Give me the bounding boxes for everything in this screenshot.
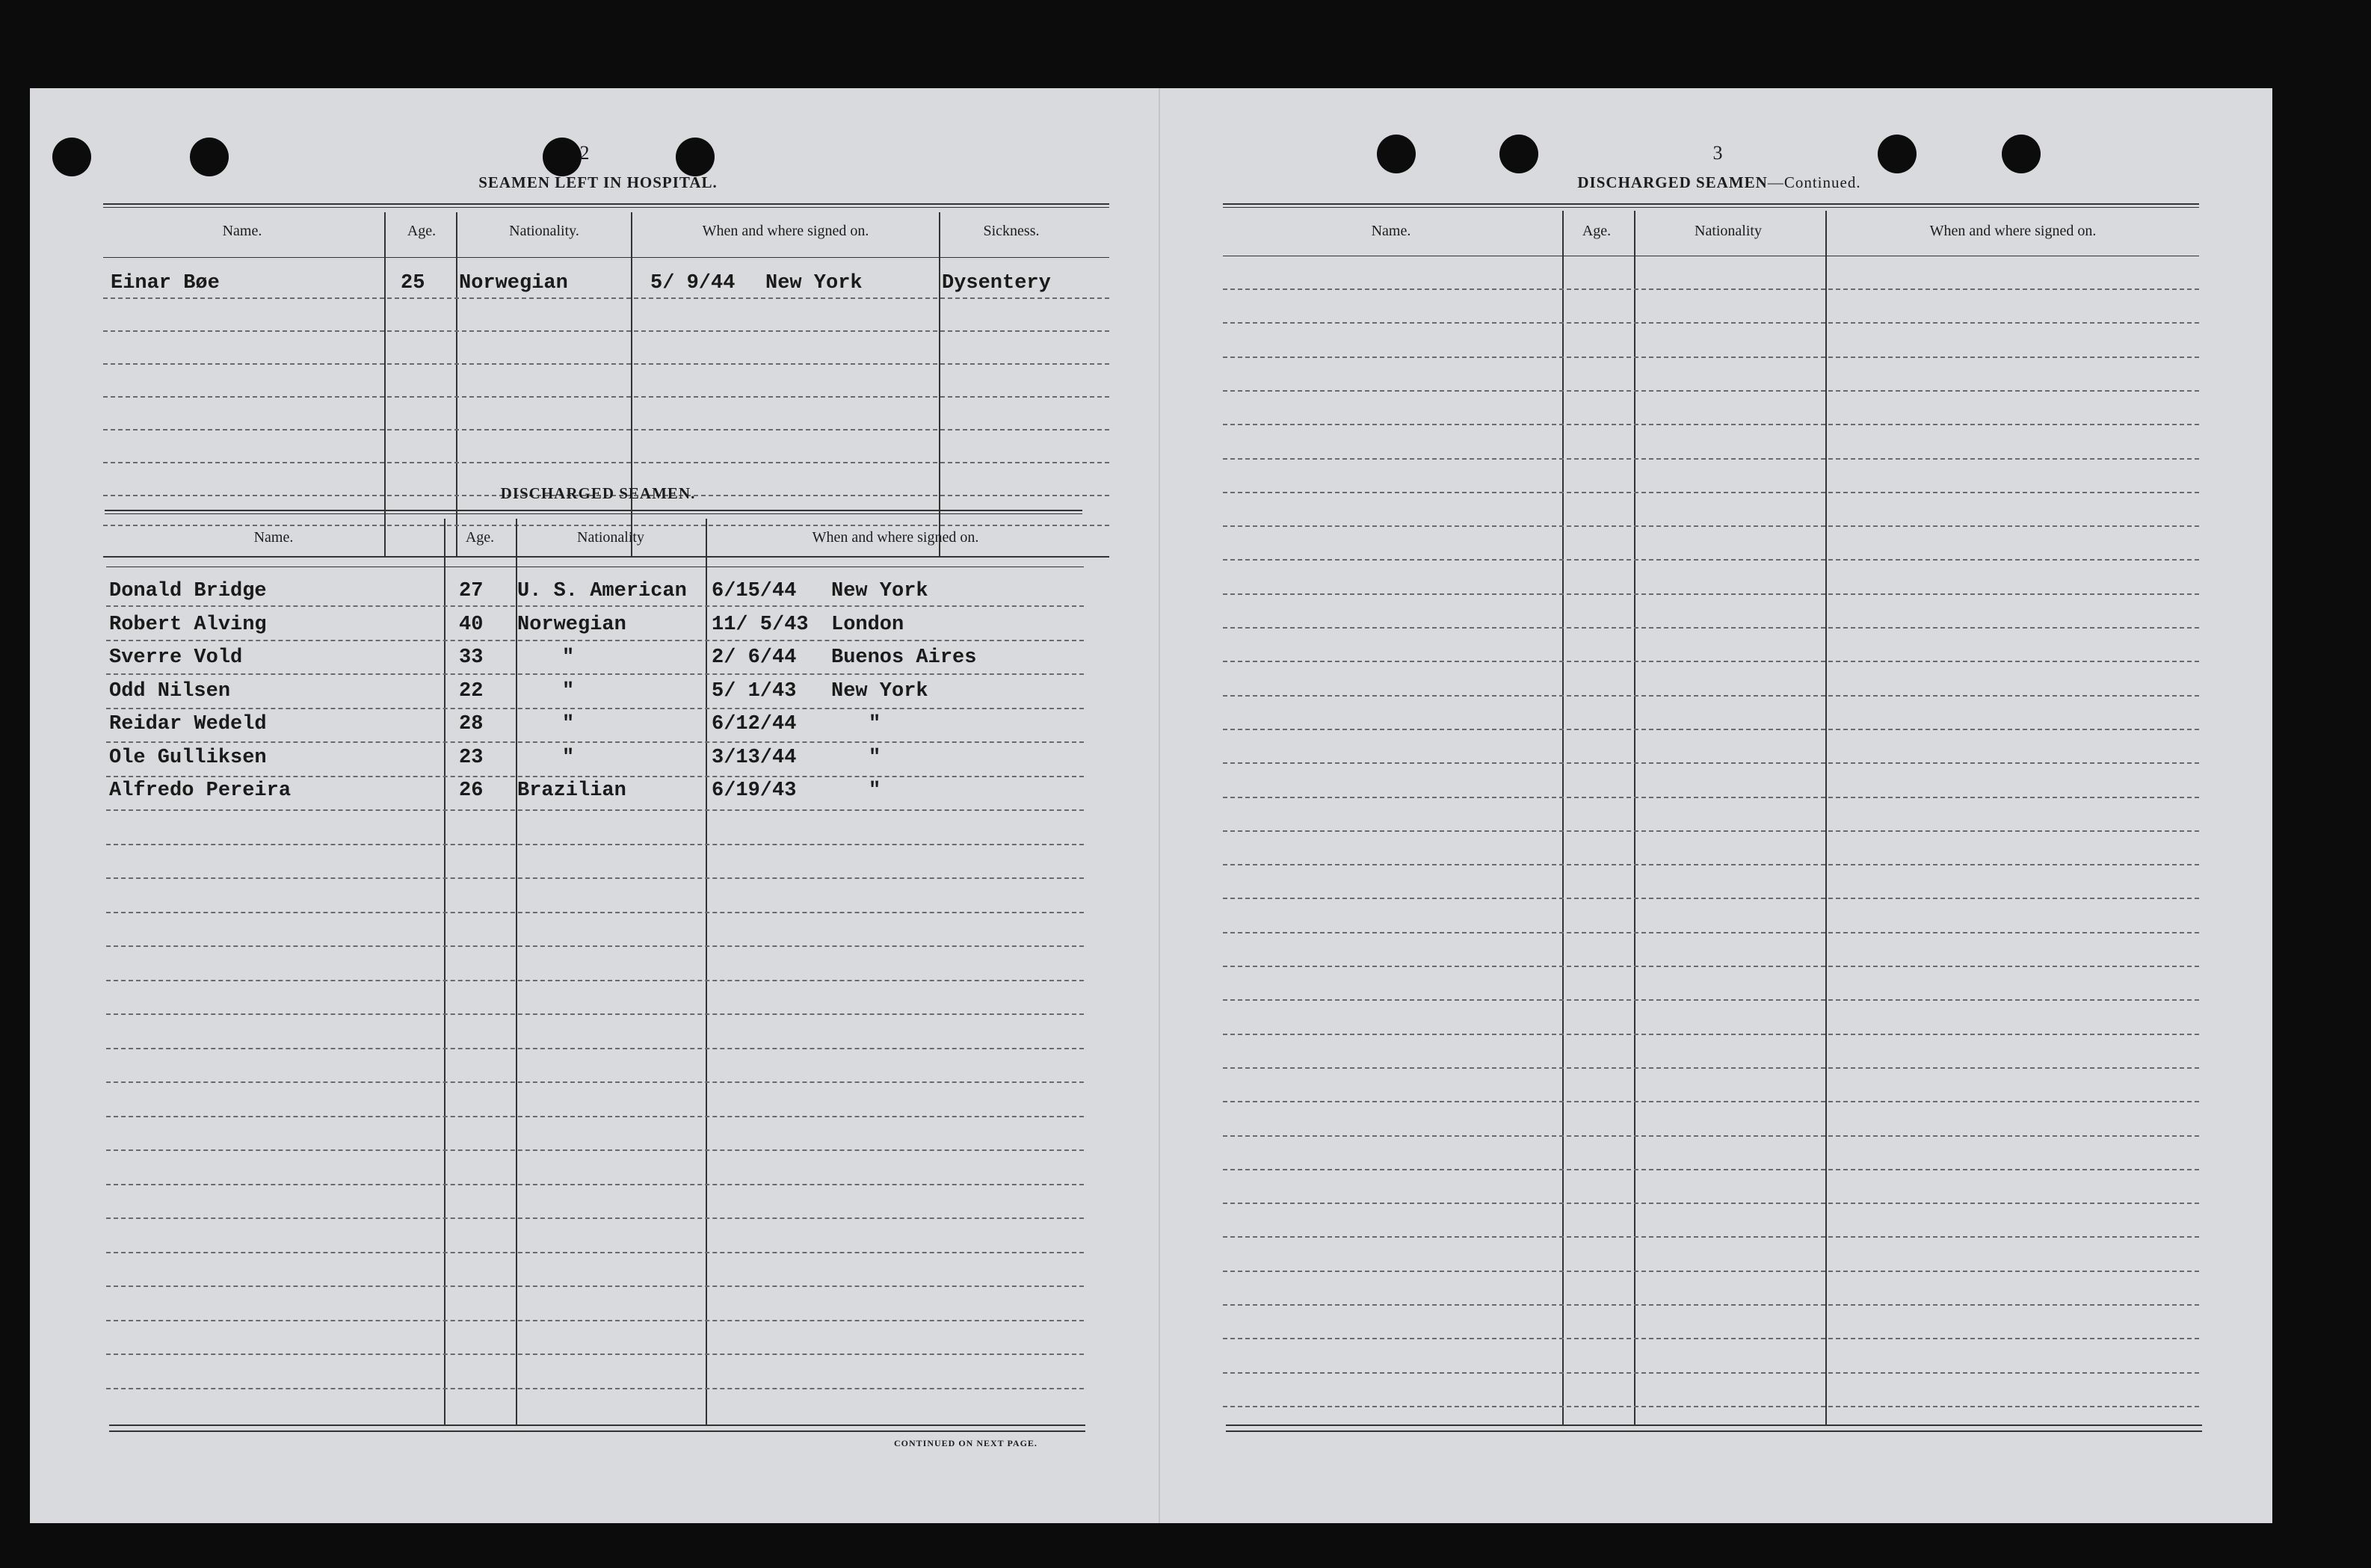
seaman-name: Alfredo Pereira [109, 780, 292, 802]
column-header-age: Age. [465, 529, 495, 546]
row-line [106, 1184, 1084, 1185]
row-line [1223, 1372, 2199, 1374]
column-header-name: Name. [1371, 223, 1411, 239]
seaman-nationality: Brazilian [517, 780, 626, 802]
column-header-name: Name. [222, 223, 262, 239]
row-line [1223, 627, 2199, 629]
continued-note: CONTINUED ON NEXT PAGE. [894, 1438, 1037, 1448]
seaman-age: 22 [459, 679, 484, 703]
title-suffix: —Continued. [1767, 173, 1861, 191]
signed-on-place: London [831, 613, 904, 636]
row-line [1223, 1236, 2199, 1238]
title-rule [103, 203, 1109, 208]
row-line [1223, 932, 2199, 933]
row-line [106, 1285, 1084, 1287]
column-divider [1825, 211, 1827, 1425]
column-divider [1562, 211, 1564, 1425]
row-line [106, 877, 1084, 879]
signed-on-place: New York [831, 679, 928, 703]
seaman-name: Robert Alving [109, 613, 267, 636]
row-line [1223, 729, 2199, 730]
signed-on-date: 11/ 5/43 [712, 613, 809, 636]
seaman-name: Donald Bridge [109, 580, 267, 602]
column-header-signed-on: When and where signed on. [812, 529, 979, 546]
signed-on-place: " [869, 746, 881, 769]
row-line [106, 1354, 1084, 1355]
column-divider [384, 212, 386, 556]
column-divider [939, 212, 940, 556]
column-divider [516, 519, 517, 1425]
row-line [1223, 797, 2199, 798]
row-line [1223, 966, 2199, 967]
row-line [1223, 999, 2199, 1001]
punch-hole [2002, 135, 2041, 173]
punch-hole [1878, 135, 1917, 173]
row-line [1223, 525, 2199, 527]
discharged-section-title: DISCHARGED SEAMEN. [500, 484, 696, 502]
signed-on-date: 6/12/44 [712, 713, 797, 735]
row-line [1223, 1271, 2199, 1272]
punch-hole [190, 138, 229, 176]
bottom-rule [1226, 1430, 2202, 1432]
row-line [1223, 458, 2199, 460]
row-line [106, 844, 1084, 845]
row-line [106, 1320, 1084, 1321]
bottom-rule [109, 1430, 1085, 1432]
row-line [1223, 762, 2199, 764]
row-line [106, 1217, 1084, 1219]
title-rule [1223, 203, 2199, 208]
row-line [1223, 695, 2199, 697]
signed-on-date: 5/ 9/44 [650, 272, 736, 294]
signed-on-place: " [869, 780, 881, 802]
section-rule [103, 556, 1109, 558]
punch-hole [676, 138, 715, 176]
row-line [1223, 559, 2199, 561]
signed-on-place: Buenos Aires [831, 646, 977, 669]
page-number: 3 [1712, 142, 1723, 164]
seaman-name: Ole Gulliksen [109, 746, 267, 769]
row-line [106, 1081, 1084, 1083]
row-line [103, 525, 1109, 526]
row-line [106, 912, 1084, 913]
row-line [106, 980, 1084, 981]
column-header-age: Age. [407, 223, 437, 239]
row-line [1223, 1101, 2199, 1102]
seaman-age: 28 [459, 713, 484, 735]
seaman-age: 23 [459, 746, 484, 769]
bottom-rule [109, 1425, 1085, 1426]
page-number: 2 [579, 142, 590, 164]
seaman-age: 27 [459, 580, 484, 602]
seaman-nationality: " [562, 713, 575, 735]
column-header-nationality: Nationality. [509, 223, 579, 239]
seaman-name: Reidar Wedeld [109, 713, 267, 735]
row-line [1223, 356, 2199, 358]
row-line [106, 809, 1084, 811]
column-divider [631, 212, 632, 556]
right-page [1159, 88, 2272, 1523]
row-line [103, 363, 1109, 365]
signed-on-place: " [869, 713, 881, 735]
seaman-name: Einar Bøe [111, 272, 220, 294]
row-line [106, 673, 1084, 675]
seaman-age: 33 [459, 646, 484, 669]
column-divider [444, 519, 445, 1425]
row-line [106, 640, 1084, 641]
signed-on-date: 6/19/43 [712, 780, 797, 802]
header-rule [103, 257, 1109, 258]
signed-on-date: 2/ 6/44 [712, 646, 797, 669]
row-line [1223, 424, 2199, 425]
left-page [30, 88, 1159, 1523]
seaman-nationality: Norwegian [517, 613, 626, 636]
seaman-name: Odd Nilsen [109, 679, 231, 703]
seaman-nationality: Norwegian [459, 272, 568, 294]
row-line [106, 776, 1084, 777]
hospital-section-title: SEAMEN LEFT IN HOSPITAL. [478, 173, 718, 191]
row-line [106, 1116, 1084, 1117]
row-line [1223, 390, 2199, 392]
signed-on-date: 3/13/44 [712, 746, 797, 769]
row-line [1223, 492, 2199, 493]
seaman-age: 25 [401, 272, 425, 294]
column-divider [706, 519, 707, 1425]
column-header-nationality: Nationality [577, 529, 644, 546]
row-line [1223, 1135, 2199, 1137]
row-line [103, 429, 1109, 430]
signed-on-date: 5/ 1/43 [712, 679, 797, 703]
punch-hole [1499, 135, 1538, 173]
seaman-age: 40 [459, 613, 484, 636]
row-line [1223, 864, 2199, 865]
row-line [103, 396, 1109, 398]
seaman-nationality: " [562, 679, 575, 703]
row-line [1223, 1203, 2199, 1204]
row-line [1223, 288, 2199, 290]
row-line [1223, 1304, 2199, 1306]
row-line [106, 945, 1084, 947]
row-line [103, 297, 1109, 299]
column-divider [456, 212, 457, 556]
row-line [1223, 1338, 2199, 1339]
row-line [1223, 1034, 2199, 1035]
seaman-nationality: " [562, 646, 575, 669]
row-line [1223, 593, 2199, 595]
discharged-continued-title [1532, 173, 1906, 192]
signed-on-place: New York [831, 580, 928, 602]
row-line [1223, 661, 2199, 662]
bottom-rule [1226, 1425, 2202, 1426]
row-line [1223, 1169, 2199, 1170]
row-line [106, 1013, 1084, 1015]
row-line [103, 462, 1109, 463]
row-line [106, 1388, 1084, 1389]
row-line [1223, 898, 2199, 899]
row-line [106, 1149, 1084, 1151]
row-line [103, 330, 1109, 332]
title-main: DISCHARGED SEAMEN [1577, 173, 1768, 191]
seaman-nationality: U. S. American [517, 580, 687, 602]
column-header-signed-on: When and where signed on. [702, 223, 869, 239]
column-header-nationality: Nationality [1695, 223, 1762, 239]
column-header-signed-on: When and where signed on. [1929, 223, 2097, 239]
seaman-age: 26 [459, 780, 484, 802]
punch-hole [52, 138, 91, 176]
row-line [1223, 830, 2199, 832]
row-line [106, 708, 1084, 709]
row-line [106, 1252, 1084, 1253]
column-divider [1634, 211, 1635, 1425]
column-header-age: Age. [1582, 223, 1612, 239]
row-line [1223, 1406, 2199, 1407]
column-header-name: Name. [253, 529, 294, 546]
signed-on-place: New York [765, 272, 863, 294]
column-header-sickness: Sickness. [983, 223, 1040, 239]
sickness: Dysentery [942, 272, 1051, 294]
signed-on-date: 6/15/44 [712, 580, 797, 602]
title-rule [105, 510, 1082, 514]
row-line [106, 741, 1084, 743]
row-line [106, 605, 1084, 607]
row-line [106, 1048, 1084, 1049]
row-line [1223, 322, 2199, 324]
document-sheet [30, 88, 2272, 1523]
seaman-name: Sverre Vold [109, 646, 243, 669]
seaman-nationality: " [562, 746, 575, 769]
row-line [1223, 1067, 2199, 1069]
punch-hole [1377, 135, 1416, 173]
